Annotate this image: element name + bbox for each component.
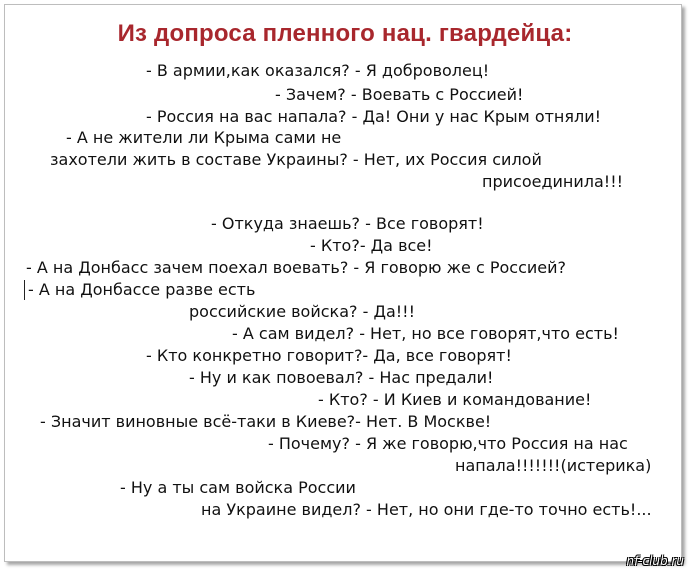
site-watermark: nf-club.ru [626,554,684,568]
dialogue-line: - А сам видел? - Нет, но все говорят,что есть! [232,324,619,343]
dialogue-line: - Значит виновные всё-таки в Киеве?- Нет. В Москве! [40,412,492,431]
text-cursor [24,280,25,300]
dialogue-line: захотели жить в составе Украины? - Нет, их Россия силой [50,150,542,169]
dialogue-line: - Откуда знаешь? - Все говорят! [211,214,484,233]
dialogue-line: на Украине видел? - Нет, но они где-то точно есть!... [201,500,652,519]
dialogue-line: - Зачем? - Воевать с Россией! [275,85,524,104]
dialogue-line: - В армии,как оказался? - Я доброволец! [146,61,490,80]
dialogue-line: - Кто конкретно говорит?- Да, все говорят! [146,346,512,365]
dialogue-line: - Кто? - И Киев и командование! [318,390,592,409]
dialogue-line: - Ну а ты сам войска России [120,478,356,497]
dialogue-line: - Почему? - Я же говорю,что Россия на нас [268,434,628,453]
dialogue-line: напала!!!!!!!(истерика) [455,456,652,475]
dialogue-line: - Кто?- Да все! [310,236,433,255]
dialogue-line: - А на Донбассе разве есть [28,280,256,299]
dialogue-line: присоединила!!! [482,172,624,191]
dialogue-line: - Ну и как повоевал? - Нас предали! [189,368,494,387]
dialogue-line: - А не жители ли Крыма сами не [66,128,342,147]
dialogue-line: российские войска? - Да!!! [189,302,415,321]
dialogue-line: - Россия на вас напала? - Да! Они у нас Крым отняли! [146,107,602,126]
page-title: Из допроса пленного нац. гвардейца: [117,20,573,47]
dialogue-line: - А на Донбасс зачем поехал воевать? - Я говорю же с Россией? [26,258,566,277]
